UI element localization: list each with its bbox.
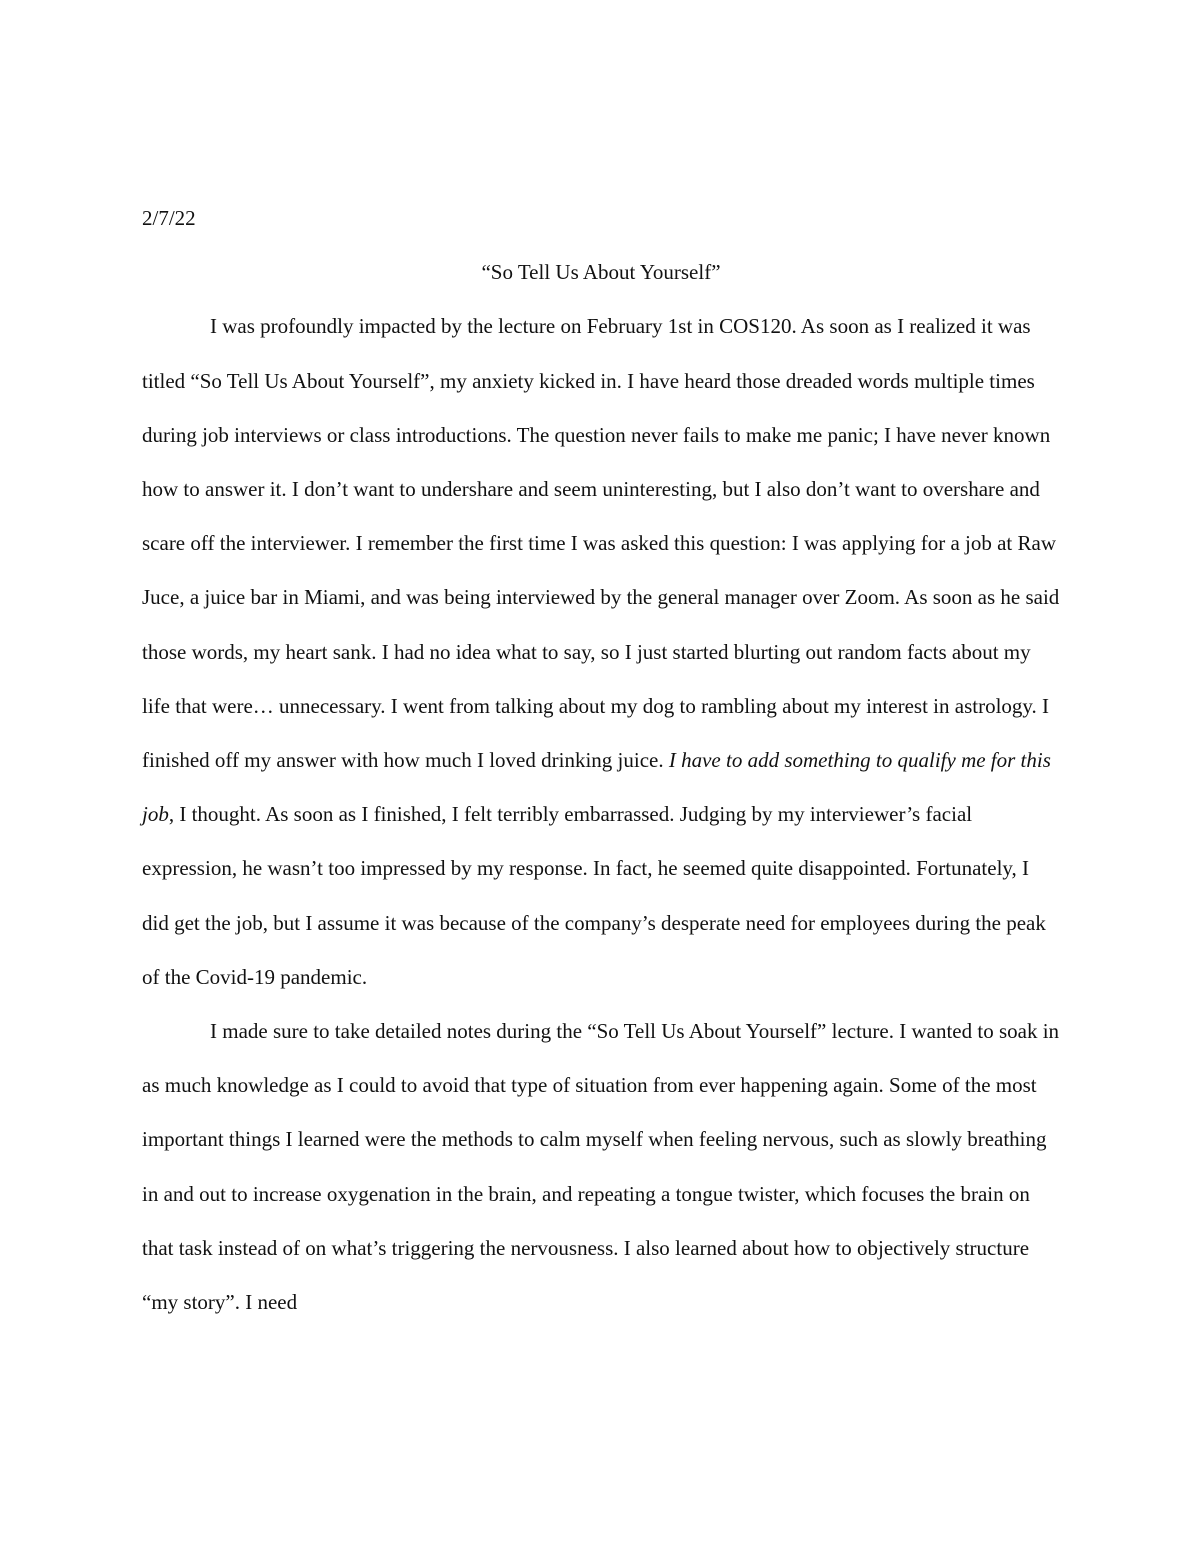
paragraph-1-text-a: I was profoundly impacted by the lecture on February 1st in COS120. As soon as I realized it was titled “So Tell Us About Yourself”, my anxiety kicked in. I have heard those dreaded words multiple times during job interviews or class introductions. The question never fails to make me panic; I have never known how to answer it. I don’t want to undershare and seem uninteresting, but I also don’t want to overshare and scare off the interviewer. I remember the first time I was asked this question: I was applying for a job at Raw Juce, a juice bar in Miami, and was being interviewed by the general manager over Zoom. As soon as he said those words, my heart sank. I had no idea what to say, so I just started blurting out random facts about my life that were… unnecessary. I went from talking about my dog to rambling about my interest in astrology. I finished off my answer with how much I loved drinking juice. — [142, 314, 1060, 773]
document-title: “So Tell Us About Yourself” — [481, 260, 721, 285]
paragraph-2: I made sure to take detailed notes during the “So Tell Us About Yourself” lecture. I wanted to soak in as much knowledge as I could to avoid that type of situation from ever happening again. Some of the most important things I learned were the methods to calm myself when feeling nervous, such as slowly breathing in and out to increase oxygenation in the brain, and repeating a tongue twister, which focuses the brain on that task instead of on what’s triggering the nervousness. I also learned about how to objectively structure “my story”. I need — [142, 1019, 1060, 1315]
document-body — [142, 191, 1060, 1329]
paragraph-1-italic-thought: I have to add something to qualify me for this job — [142, 748, 1051, 827]
paragraph-1-text-b: , I thought. As soon as I finished, I felt terribly embarrassed. Judging by my interviewer’s facial expression, he wasn’t too impressed by my response. In fact, he seemed quite disappointed. Fortunately, I did get the job, but I assume it was because of the company’s desperate need for employees during the peak of the Covid-19 pandemic. — [142, 802, 1046, 989]
paragraph-1 — [142, 299, 1060, 1004]
document-date: 2/7/22 — [142, 206, 196, 230]
